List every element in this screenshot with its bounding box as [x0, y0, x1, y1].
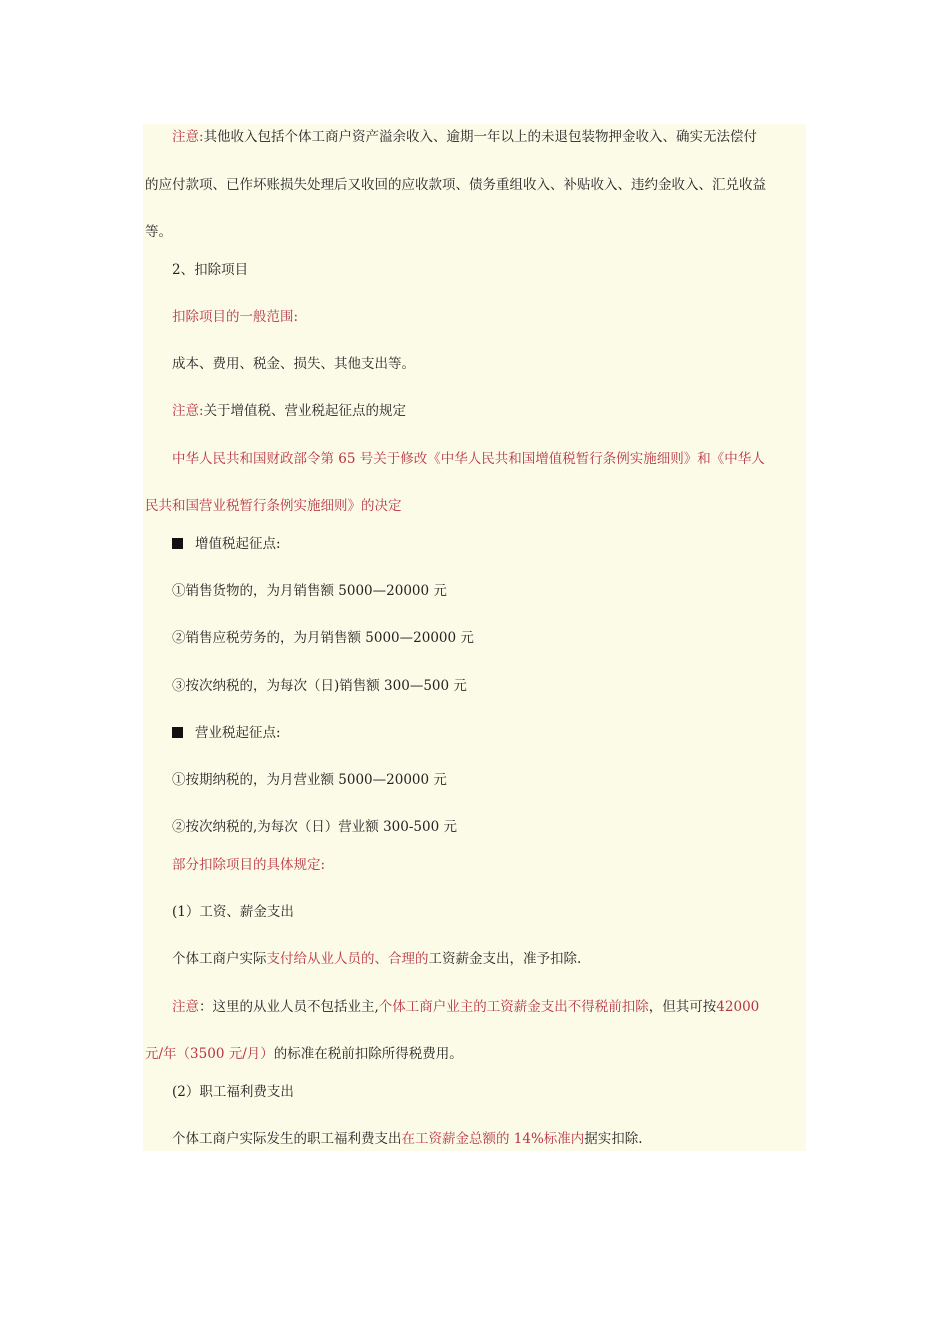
note-label: 注意:	[172, 403, 204, 419]
business-tax-item: ①按期纳税的，为月营业额 5000—20000 元	[172, 772, 447, 788]
deduction-scope-title: 扣除项目的一般范围:	[172, 309, 299, 325]
wages-heading: (1）工资、薪金支出	[172, 904, 294, 920]
wages-body: 个体工商户实际支付给从业人员的、合理的工资薪金支出，准予扣除.	[172, 951, 582, 967]
note-other-income-line-1	[172, 127, 757, 147]
business-tax-threshold-title: 营业税起征点:	[172, 723, 281, 743]
business-tax-item: ②按次纳税的,为每次（日）营业额 300-500 元	[172, 819, 457, 835]
welfare-heading: (2）职工福利费支出	[172, 1084, 294, 1100]
vat-item: ③按次纳税的，为每次（日)销售额 300—500 元	[172, 678, 467, 694]
note-text: 其他收入包括个体工商户资产溢余收入、逾期一年以上的未退包装物押金收入、确实无法偿付	[203, 129, 758, 145]
note-text: 关于增值税、营业税起征点的规定	[203, 403, 407, 419]
specific-rules-title: 部分扣除项目的具体规定:	[172, 857, 326, 873]
square-bullet-icon	[172, 727, 183, 738]
deduction-scope-body: 成本、费用、税金、损失、其他支出等。	[172, 356, 415, 372]
decree-line-2: 民共和国营业税暂行条例实施细则》的决定	[145, 498, 402, 514]
note-label: 注意	[172, 999, 199, 1015]
note-label: 注意:	[172, 129, 204, 145]
vat-item: ①销售货物的，为月销售额 5000—20000 元	[172, 583, 447, 599]
wages-note-line-2: 元/年（3500 元/月）的标准在税前扣除所得税费用。	[145, 1046, 463, 1062]
section-heading-deductions: 2、扣除项目	[172, 262, 249, 278]
square-bullet-icon	[172, 538, 183, 549]
welfare-body: 个体工商户实际发生的职工福利费支出在工资薪金总额的 14%标准内据实扣除.	[172, 1131, 643, 1147]
note-other-income-line-3: 等。	[145, 224, 172, 240]
decree-line-1: 中华人民共和国财政部令第 65 号关于修改《中华人民共和国增值税暂行条例实施细则》和《中华人	[172, 451, 765, 467]
document-panel	[143, 124, 806, 1151]
note-other-income-line-2: 的应付款项、已作坏账损失处理后又收回的应收款项、债务重组收入、补贴收入、违约金收入、汇兑收益	[145, 177, 766, 193]
vat-threshold-title: 增值税起征点:	[172, 534, 281, 554]
wages-note-line-1: 注意：这里的从业人员不包括业主,个体工商户业主的工资薪金支出不得税前扣除，但其可按42000	[172, 999, 760, 1015]
vat-item: ②销售应税劳务的，为月销售额 5000—20000 元	[172, 630, 474, 646]
note-threshold-line	[172, 401, 406, 421]
